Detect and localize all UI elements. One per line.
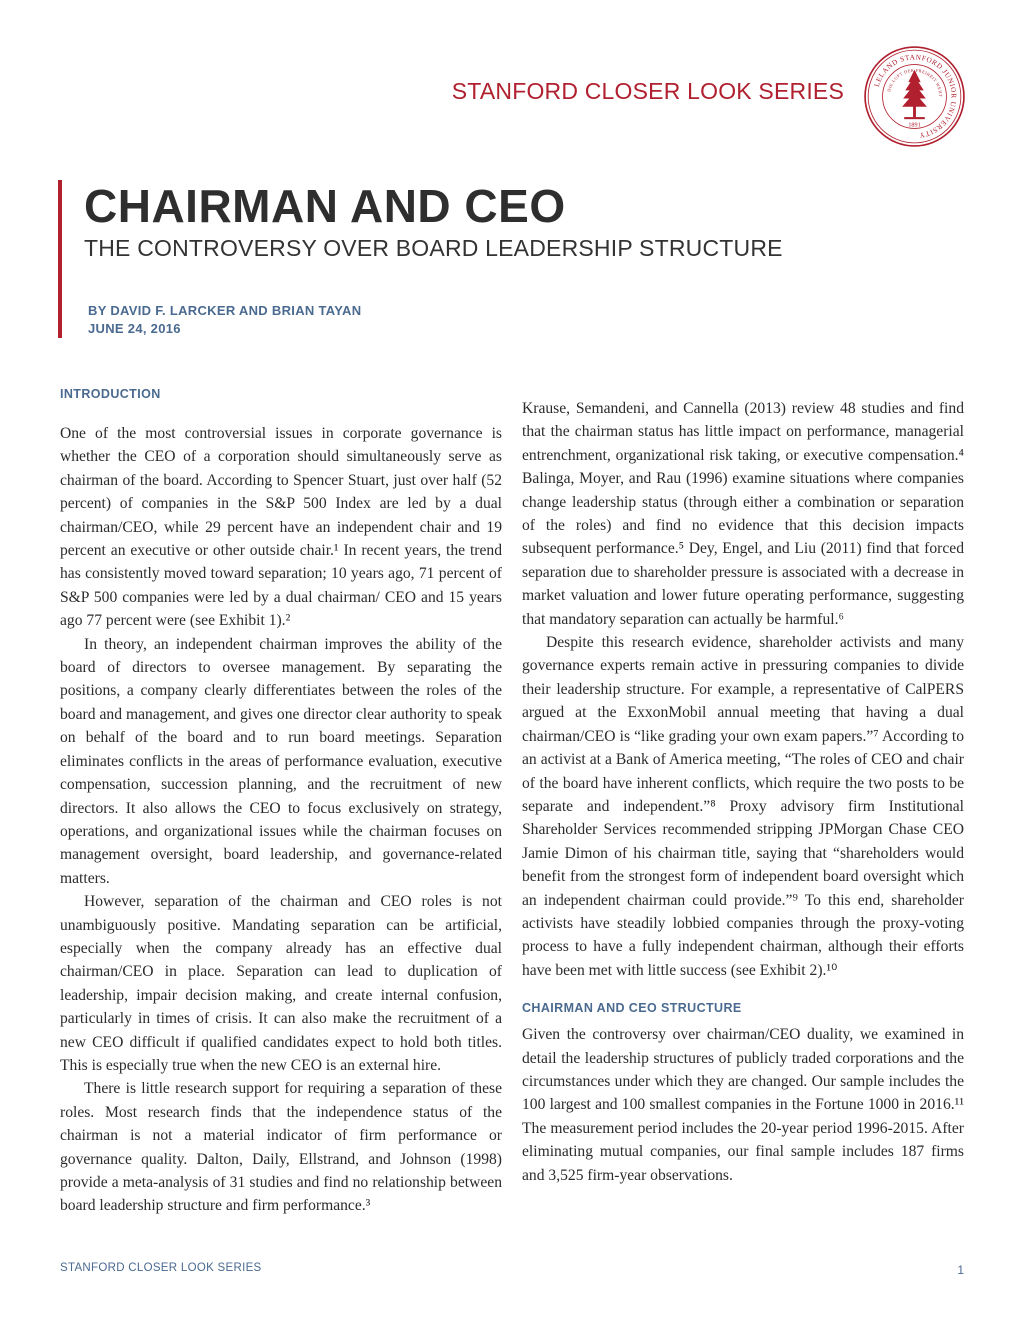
page-number: 1 (957, 1263, 964, 1277)
authors: BY DAVID F. LARCKER AND BRIAN TAYAN (88, 303, 362, 318)
paragraph: However, separation of the chairman and CEO roles is not unambiguously positive. Mandating separation can be artificial, especially when the company already has an effective dual chairman/CEO in place. Separation can lead to duplication of leadership, impair decision making, and create internal confusion, particularly in times of crisis. It can also make the recruitment of a new CEO difficult if qualified candidates expect to hold both titles. This is especially true when the new CEO is an external hire. (60, 893, 502, 1074)
stanford-seal-icon (863, 45, 966, 148)
publication-date: JUNE 24, 2016 (88, 321, 181, 336)
section-heading-structure: CHAIRMAN AND CEO STRUCTURE (522, 1001, 742, 1016)
seal-motto: DIE LUFT DER FREIHEIT WEHT (886, 67, 944, 98)
paragraph: One of the most controversial issues in corporate governance is whether the CEO of a corporation should simultaneously serve as chairman of the board. According to Spencer Stuart, just over half (52 percent) of companies in the S&P 500 Index are led by a dual chairman/CEO, while 29 percent have an independent chair and 19 percent an executive or other outside chair.¹ In recent years, the trend has consistently moved toward separation; 10 years ago, 71 percent of S&P 500 companies were led by a dual chairman/ CEO and 15 years ago 77 percent were (see Exhibit 1).² (60, 425, 502, 630)
series-header: STANFORD CLOSER LOOK SERIES (451, 78, 844, 104)
paragraph: There is little research support for requiring a separation of these roles. Most research finds that the independence status of the chairman is not a material indicator of firm performance or governance quality. Dalton, Daily, Ellstrand, and Johnson (1998) provide a meta-analysis of 31 studies and find no relationship between board leadership structure and firm performance.³ (60, 1080, 502, 1215)
page-title: CHAIRMAN AND CEO (84, 180, 566, 232)
paragraph: In theory, an independent chairman improves the ability of the board of directors to oversee management. By separating the positions, a company clearly differentiates between the roles of the board and management, and gives one director clear authority to speak on behalf of the board and to run board meetings. Separation eliminates conflicts in the areas of performance evaluation, executive compensation, succession planning, and the recruitment of new directors. It also allows the CEO to focus exclusively on strategy, operations, and organizational issues while the chairman focuses on management oversight, board leadership, and governance-related matters. (60, 635, 502, 887)
footer-series: STANFORD CLOSER LOOK SERIES (60, 1262, 262, 1274)
paragraph: Despite this research evidence, shareholder activists and many governance experts remain active in pressuring companies to divide their leadership structure. For example, a representative of CalPERS argued at the ExxonMobil annual meeting that having a dual chairman/CEO is “like grading your own exam papers.”⁷ According to an activist at a Bank of America meeting, “The roles of CEO and chair of the board have inherent conflicts, which require the two posts to be separate and independent.”⁸ Proxy advisory firm Institutional Shareholder Services recommended stripping JPMorgan Chase CEO Jamie Dimon of his chairman title, saying that “shareholders would benefit from the strongest form of independent board oversight which an independent chairman could provide.”⁹ To this end, shareholder activists have steadily lobbied companies through the proxy-voting process to have a fully independent chairman, although their efforts have been met with little success (see Exhibit 2).¹⁰ (522, 634, 964, 979)
title-block (58, 180, 964, 338)
paragraph: Krause, Semandeni, and Cannella (2013) review 48 studies and find that the chairman status has little impact on performance, managerial entrenchment, organizational risk taking, or executive compensation.⁴ Balinga, Moyer, and Rau (1996) examine situations where companies change leadership status (through either a combination or separation of the roles) and find no evidence that this decision impacts subsequent performance.⁵ Dey, Engel, and Liu (2011) find that forced separation due to shareholder pressure is associated with a decrease in market valuation and lower future operating performance, suggesting that mandatory separation can actually be harmful.⁶ (522, 400, 964, 628)
seal-year: 1891 (908, 121, 921, 129)
seal-text: LELAND STANFORD JUNIOR UNIVERSITY (872, 53, 958, 140)
byline (88, 302, 361, 338)
page-subtitle: THE CONTROVERSY OVER BOARD LEADERSHIP STRUCTURE (84, 235, 783, 261)
left-column (60, 386, 502, 1218)
right-column (522, 397, 964, 1187)
paragraph: Given the controversy over chairman/CEO duality, we examined in detail the leadership structures of publicly traded corporations and the circumstances under which they are changed. Our sample includes the 100 largest and 100 smallest companies in the Fortune 1000 in 2016.¹¹ The measurement period includes the 20-year period 1996-2015. After eliminating mutual companies, our final sample includes 187 firms and 3,525 firm-year observations. (522, 1026, 964, 1184)
section-heading-introduction: INTRODUCTION (60, 387, 161, 401)
